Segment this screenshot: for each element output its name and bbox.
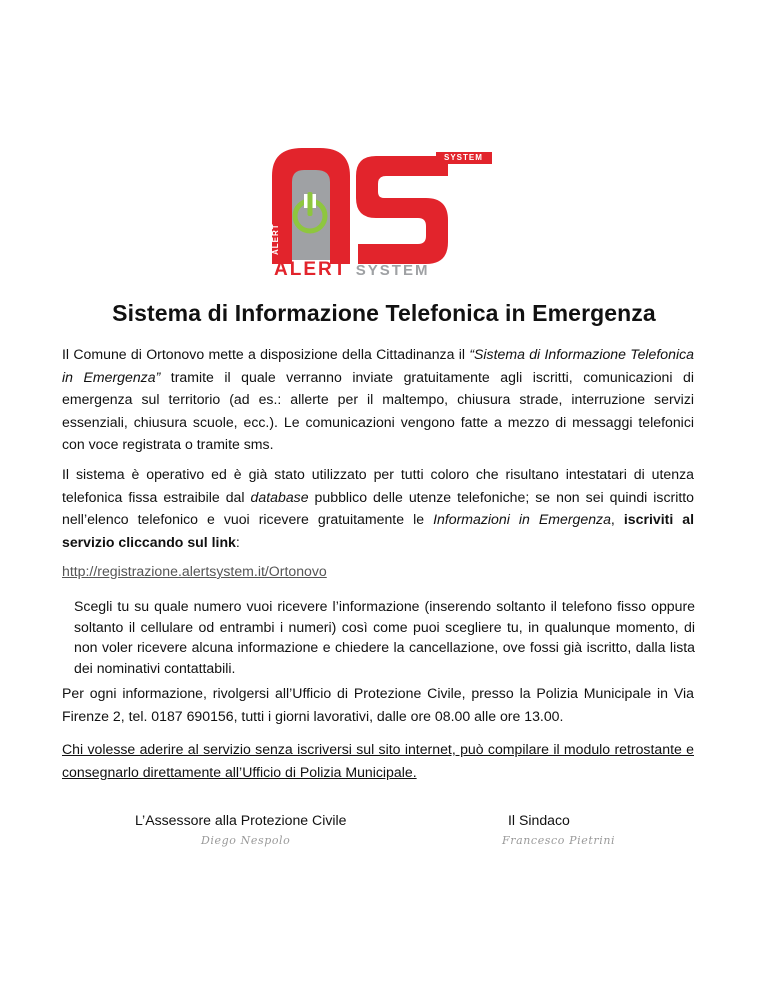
operation-paragraph <box>62 463 694 553</box>
logo-brand-secondary: SYSTEM <box>355 262 430 279</box>
assessor-role: L’Assessore alla Protezione Civile <box>135 812 347 828</box>
operation-text-g: : <box>235 533 240 550</box>
logo-wordmark <box>274 259 504 281</box>
page-title: Sistema di Informazione Telefonica in Emergenza <box>112 300 656 326</box>
offline-signup-paragraph: Chi volesse aderire al servizio senza iscriversi sul sito internet, può compilare il modulo retrostante e consegnarlo direttamente all’Ufficio di Polizia Municipale. <box>62 741 694 780</box>
intro-text-c: tramite il quale verranno inviate gratuitamente agli iscritti, comunicazioni di emergenza sul territorio (ad es.: allerte per il maltempo, chiusura strade, interruzione servizi essenziali, chiusura scuole, ecc.). Le comunicazioni vengono fatte a mezzo di messaggi telefonici con voce registrata o tramite sms. <box>62 368 694 453</box>
logo-brand-main: ALERT <box>274 259 348 280</box>
alert-system-logo <box>258 142 508 282</box>
intro-system-name: “Sistema di Informazione Telefonica in Emergenza” <box>62 346 694 385</box>
logo-side-text: ALERT <box>271 223 280 255</box>
choice-paragraph: Scegli tu su quale numero vuoi ricevere l’informazione (inserendo soltanto il telefono fisso oppure soltanto il cellulare od entrambi i numeri) così come puoi scegliere tu, in qualunque momento, di non voler ricevere alcuna informazione e chiedere la cancellazione, ove fossi già iscritto, dalla lista dei nominativi contattabili. <box>74 598 695 676</box>
assessor-signature: Diego Nespolo <box>201 834 291 847</box>
intro-text-a: Il Comune di Ortonovo mette a disposizione della Cittadinanza il <box>62 346 470 362</box>
operation-call-to-action: iscriviti al servizio cliccando sul link <box>62 511 695 550</box>
operation-database-word: database <box>250 488 309 505</box>
registration-link[interactable]: http://registrazione.alertsystem.it/Ortonovo <box>62 563 327 579</box>
operation-info-term: Informazioni in Emergenza <box>433 511 611 528</box>
mayor-role: Il Sindaco <box>508 812 570 828</box>
intro-paragraph <box>62 343 694 456</box>
contact-paragraph: Per ogni informazione, rivolgersi all’Ufficio di Protezione Civile, presso la Polizia Municipale in Via Firenze 2, tel. 0187 690156, tutti i giorni lavorativi, dalle ore 08.00 alle ore 13.00. <box>62 685 694 724</box>
operation-text-e: , <box>610 511 624 528</box>
operation-text-c: pubblico delle utenze telefoniche; se non sei quindi iscritto nell’elenco telefonico e vuoi ricevere gratuitamente le <box>62 488 695 528</box>
operation-text-a: Il sistema è operativo ed è già stato utilizzato per tutti coloro che risultano intestatari di utenza telefonica fissa estraibile dal <box>62 466 694 505</box>
logo-tag-text: SYSTEM <box>444 153 483 162</box>
mayor-signature: Francesco Pietrini <box>502 834 616 847</box>
